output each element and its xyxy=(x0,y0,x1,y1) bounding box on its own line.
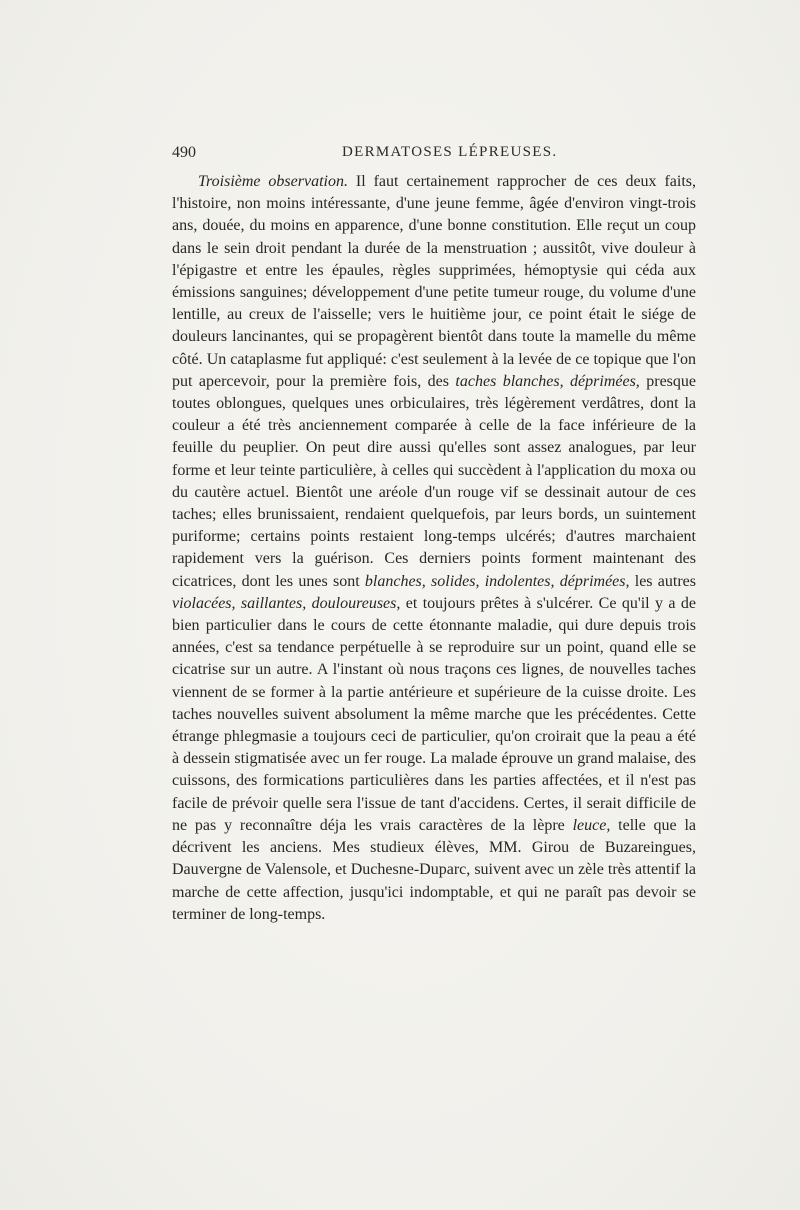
text-run: telle que la décrivent les anciens. Mes studieux élèves, MM. Girou de Buzareingues, Dauvergne de Valensole, et Duchesne-Duparc, suivent avec un zèle très attentif la marche de cette affection, jusqu'ici indomptable, et qui ne paraît pas devoir se terminer de long-temps. xyxy=(172,816,696,923)
italic-run: violacées, saillantes, douloureuses, xyxy=(172,594,401,612)
text-run: Il faut certainement rapprocher de ces deux faits, l'histoire, non moins intéressante, d'une jeune femme, âgée d'environ vingt-trois ans, douée, du moins en apparence, d'une bonne constitution. Elle reçut un coup dans le sein droit pendant la durée de la menstruation ; aussitôt, vive douleur à l'épigastre et entre les épaules, règles supprimées, hémoptysie qui céda aux émissions sanguines; développement d'une petite tumeur rouge, du volume d'une lentille, au creux de l'aisselle; vers le huitième jour, ce point était le siége de douleurs lancinantes, qui se propagèrent bientôt dans toute la mamelle du même côté. Un cataplasme fut appliqué: c'est seulement à la levée de ce topique que l'on put apercevoir, pour la première fois, des xyxy=(172,173,696,390)
text-run: les autres xyxy=(629,572,696,590)
text-run: presque toutes oblongues, quelques unes orbiculaires, très légèrement verdâtres, dont la couleur a été très anciennement comparée à celle de la face inférieure de la feuille du peuplier. On peut dire aussi qu'elles sont assez analogues, par leur forme et leur teinte particulière, à celles qui succèdent à l'application du moxa ou du cautère actuel. Bientôt une aréole d'un rouge vif se dessinait autour de ces taches; elles brunissaient, rendaient quelquefois, par leurs bords, un suintement puriforme; certains points restaient long-temps ulcérés; d'autres marchaient rapidement vers la guérison. Ces derniers points forment maintenant des cicatrices, dont les unes sont xyxy=(172,372,697,590)
running-header xyxy=(172,144,696,166)
page-number: 490 xyxy=(172,144,196,161)
body-text xyxy=(172,171,696,926)
observation-heading: Troisième observation. xyxy=(198,173,348,190)
italic-run: taches blanches, déprimées, xyxy=(455,372,640,390)
italic-run: leuce, xyxy=(572,816,611,834)
running-title: DERMATOSES LÉPREUSES. xyxy=(342,144,558,160)
italic-run: blanches, solides, indolentes, déprimées, xyxy=(364,572,630,590)
paragraph xyxy=(172,171,696,926)
text-run: et toujours prêtes à s'ulcérer. Ce qu'il y a de bien particulier dans le cours de cette étonnante maladie, qui dure depuis trois années, c'est sa tendance perpétuelle à se reproduire sur un point, quand elle se cicatrise sur un autre. A l'instant où nous traçons ces lignes, de nouvelles taches viennent de se former à la partie antérieure et supérieure de la cuisse droite. Les taches nouvelles suivent absolument la même marche que les précédentes. Cette étrange phlegmasie a toujours ceci de particulier, qu'on croirait que la peau a été à dessein stigmatisée avec un fer rouge. La malade éprouve un grand malaise, des cuissons, des formications particulières dans les parties affectées, et il n'est pas facile de prévoir quelle sera l'issue de tant d'accidens. Certes, il serait difficile de ne pas y reconnaître déja les vrais caractères de la lèpre xyxy=(172,594,697,834)
